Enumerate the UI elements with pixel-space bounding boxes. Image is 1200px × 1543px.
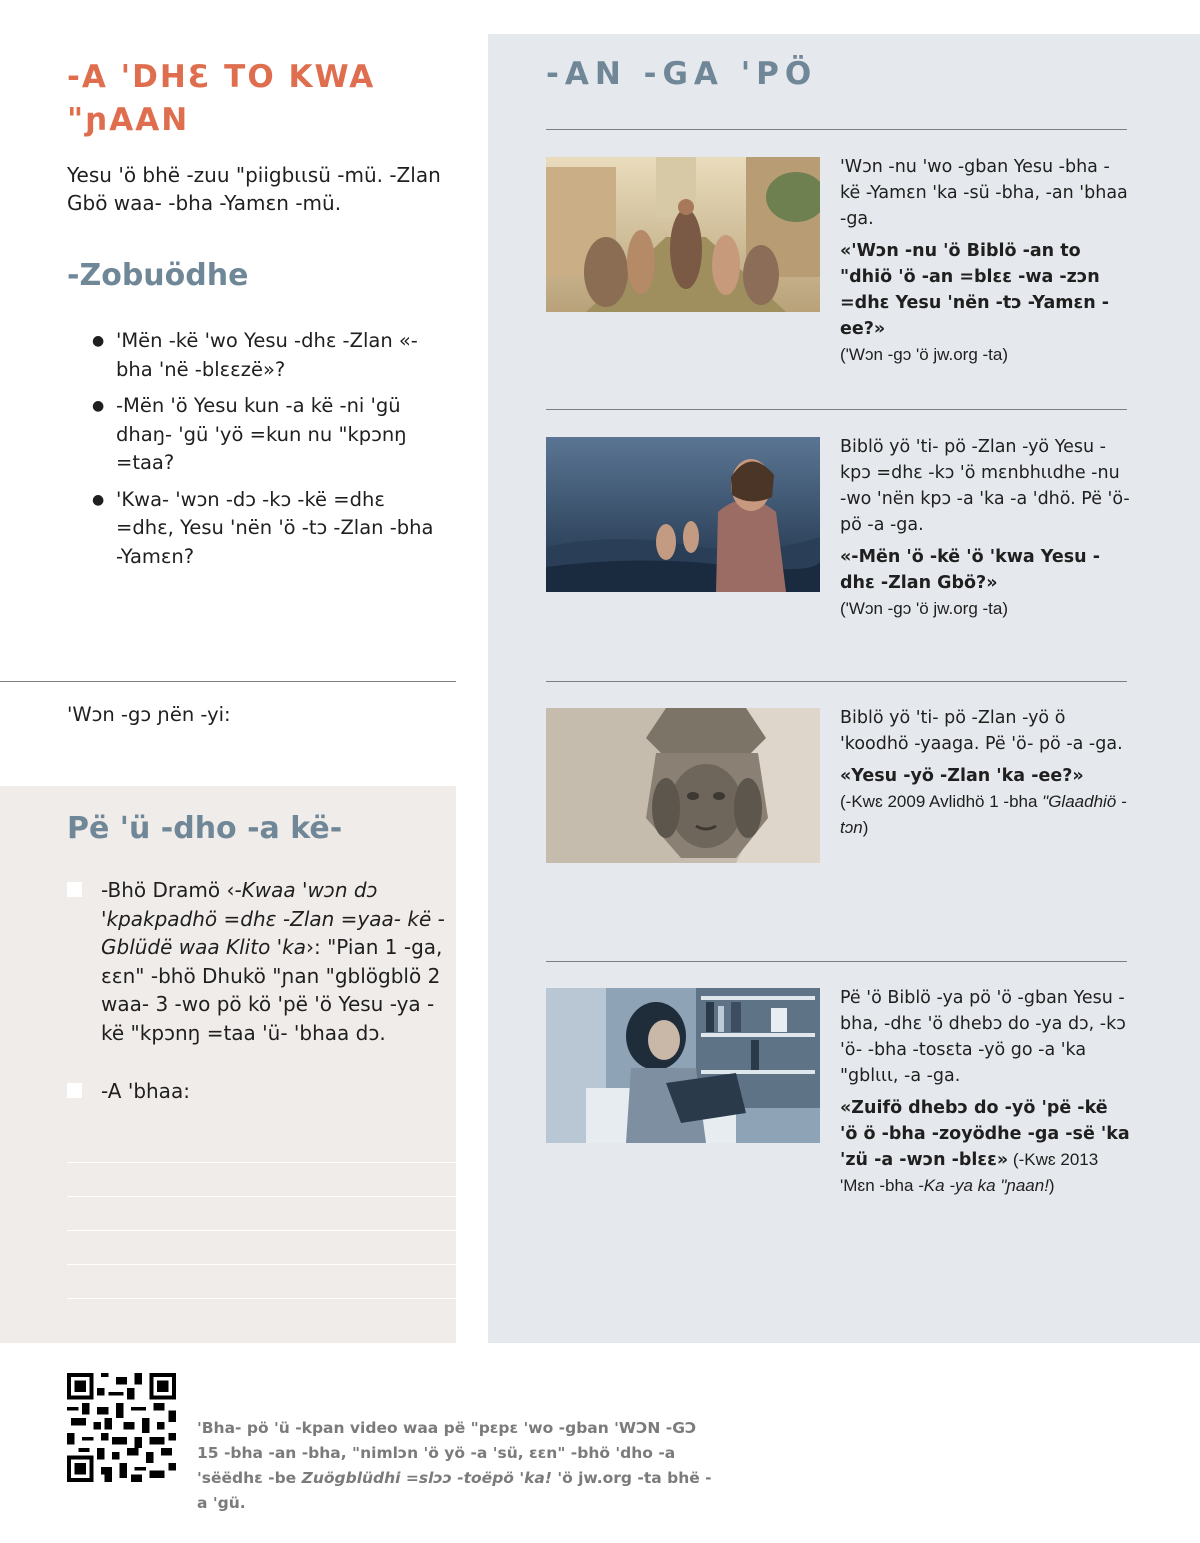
footer-text: 'Bha- pö 'ü -kpan video waa pë "pɛpɛ 'wo -gban 'WƆN -GƆ 15 -bha -an -bha, "nimlɔn 'ö yö -a 'sü, ɛɛn" -bhö 'dho -a 'sëëdhɛ -be	[197, 1419, 697, 1487]
article-title-and-source	[840, 1095, 1130, 1199]
card-image-woman-reading[interactable]	[546, 988, 820, 1143]
source-text: (-Kwɛ 2013 'Mɛn -bha	[840, 1150, 1099, 1195]
article-source	[840, 789, 1130, 841]
write-line	[67, 1298, 456, 1299]
task-list	[67, 876, 447, 1136]
divider	[546, 961, 1127, 962]
intro-text: Yesu 'ö bhë -zuu "piigbɩɩsü -mü. -Zlan Gbö waa- -bha -Yamɛn -mü.	[67, 163, 441, 215]
card-text	[840, 434, 1130, 622]
card-image-jesus-entry[interactable]	[546, 157, 820, 312]
footer-note	[197, 1416, 717, 1516]
card-image-trinity-carving[interactable]	[546, 708, 820, 863]
card-description: 'Wɔn -nu 'wo -gban Yesu -bha -kë -Yamɛn 'ka -sü -bha, -an 'bhaa -ga.	[840, 157, 1128, 229]
write-line	[67, 1162, 456, 1163]
task-item	[67, 1077, 447, 1106]
article-title-link[interactable]: «Zuifö dhebɔ do -yö 'pë -kë 'ö ö -bha -zoyödhe -ga -së 'ka 'zü -a -wɔn -blɛɛ»	[840, 1098, 1130, 1170]
checkbox[interactable]	[67, 882, 82, 897]
question-item: ● -Mën 'ö Yesu kun -a kë -ni 'gü dhaŋ- 'gü 'yö =kun nu "kpɔnŋ =taa?	[92, 392, 442, 478]
divider	[546, 681, 1127, 682]
question-list	[92, 327, 442, 579]
divider	[546, 129, 1127, 130]
article-source: ('Wɔn -gɔ 'ö jw.org -ta)	[840, 599, 1009, 618]
checkbox[interactable]	[67, 1083, 82, 1098]
source-end: )	[862, 818, 869, 837]
task-text-end: ›: "Pian 1 -ga, ɛɛn" -bhö Dhukö "ɲan "gblögblö 2 waa- 3 -wo pö kö 'pë 'ö Yesu -ya -kë "kpɔnŋ =taa 'ü- 'bhaa dɔ.	[101, 935, 443, 1045]
source-publication: "Glaadhiö -tɔn	[840, 792, 1127, 837]
card-text	[840, 705, 1130, 841]
qr-code-icon[interactable]	[67, 1373, 176, 1482]
divider	[0, 681, 456, 682]
todo-heading: Pë 'ü -dho -a kë-	[67, 811, 343, 846]
divider	[546, 409, 1127, 410]
article-title-link[interactable]: «'Wɔn -nu 'ö Biblö -an to "dhiö 'ö -an =blɛɛ -wa -zɔn =dhɛ Yesu 'nën -tɔ -Yamɛn -ee?»	[840, 241, 1110, 339]
task-text: -Bhö Dramö ‹	[101, 878, 235, 902]
footer-video-title[interactable]: Zuögblüdhi =slɔɔ -toëpö 'ka!	[301, 1469, 552, 1487]
question-item: ● 'Mën -kë 'wo Yesu -dhɛ -Zlan «-bha 'në -blɛɛzë»?	[92, 327, 442, 384]
card-image-jesus-praying[interactable]	[546, 437, 820, 592]
footer-text-end: 'ö jw.org -ta bhë -a 'gü.	[197, 1469, 712, 1512]
references-label: 'Wɔn -gɔ ɲën -yi:	[67, 703, 231, 726]
question-item: ● 'Kwa- 'wɔn -dɔ -kɔ -kë =dhɛ =dhɛ, Yesu 'nën 'ö -tɔ -Zlan -bha -Yamɛn?	[92, 486, 442, 572]
task-text: -A 'bhaa:	[101, 1079, 190, 1103]
article-title-link[interactable]: «Yesu -yö -Zlan 'ka -ee?»	[840, 766, 1084, 786]
article-title-link[interactable]: «-Mën 'ö -kë 'ö 'kwa Yesu -dhɛ -Zlan Gbö?»	[840, 547, 1100, 593]
lesson-title: -A 'DHƐ TO KWA "ɲAAN	[67, 59, 376, 138]
task-text-italic: -Kwaa 'wɔn dɔ 'kpakpadhö =dhɛ -Zlan =yaa- kë -Gblüdë waa Klito 'ka	[101, 878, 445, 959]
further-study-title: -AN -GA 'PÖ	[546, 56, 818, 92]
discussion-heading: -Zobuödhe	[67, 258, 249, 293]
article-source: ('Wɔn -gɔ 'ö jw.org -ta)	[840, 345, 1009, 364]
write-line	[67, 1230, 456, 1231]
write-line	[67, 1264, 456, 1265]
write-line	[67, 1196, 456, 1197]
task-item	[67, 876, 447, 1047]
source-end: )	[1048, 1176, 1055, 1195]
card-text	[840, 154, 1130, 368]
card-description: Biblö yö 'ti- pö -Zlan -yö ö 'koodhö -yaaga. Pë 'ö- pö -a -ga.	[840, 708, 1123, 754]
card-description: Biblö yö 'ti- pö -Zlan -yö Yesu -kpɔ =dhɛ -kɔ 'ö mɛnbhɩɩdhe -nu -wo 'nën kpɔ -a 'ka -a 'dhö. Pë 'ö- pö -a -ga.	[840, 437, 1130, 535]
card-text	[840, 985, 1130, 1199]
source-text: (-Kwɛ 2009 Avlidhö 1 -bha	[840, 792, 1043, 811]
card-description: Pë 'ö Biblö -ya pö 'ö -gban Yesu -bha, -dhɛ 'ö dhebɔ do -ya dɔ, -kɔ 'ö- -bha -tosɛta -yö go -a 'ka "gblɩɩɩ, -a -ga.	[840, 988, 1126, 1086]
source-publication: -Ka -ya ka "ɲaan!	[918, 1176, 1049, 1195]
